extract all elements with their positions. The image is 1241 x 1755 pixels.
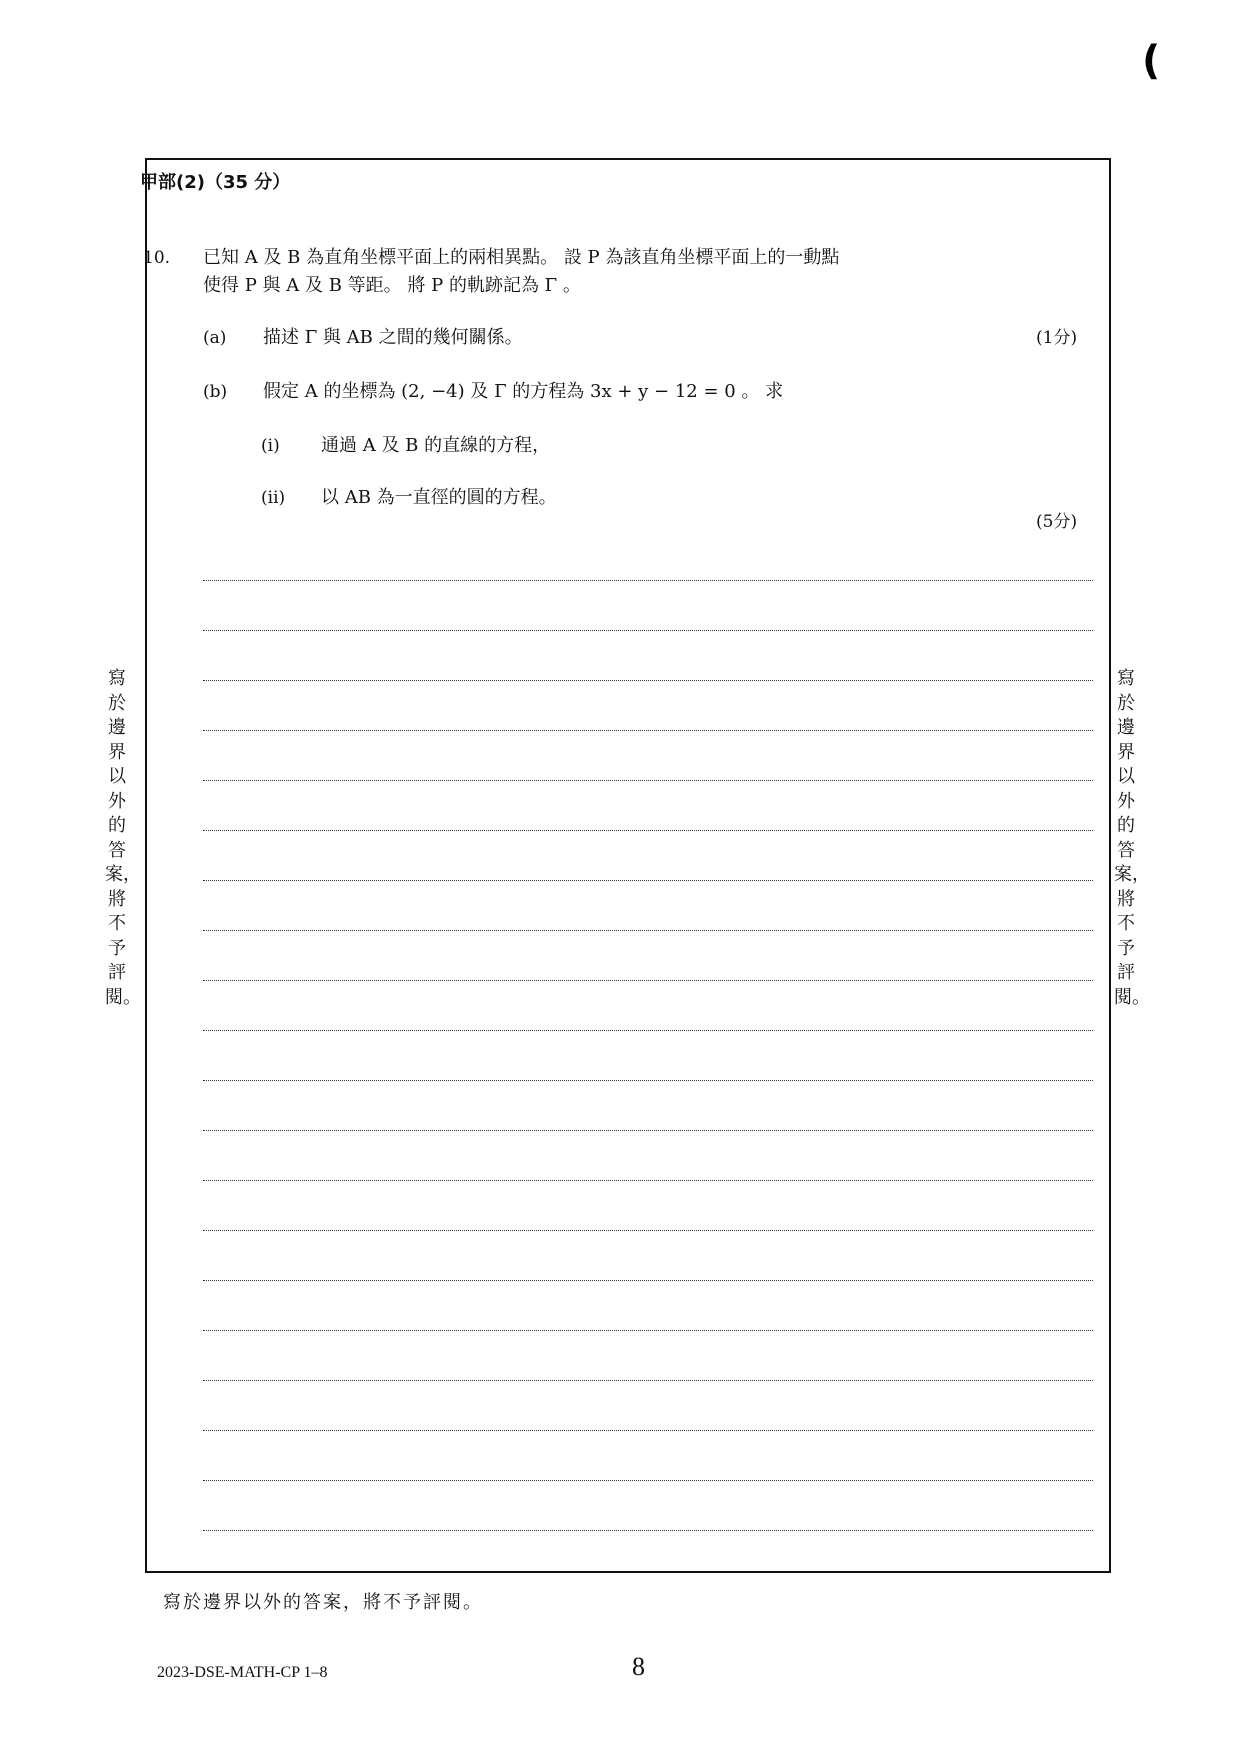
answer-line[interactable] bbox=[203, 1030, 1093, 1031]
page-number: 8 bbox=[632, 1652, 645, 1681]
part-b-ii-text: 以 AB 為一直徑的圓的方程。 bbox=[321, 487, 557, 508]
question-number: 10. bbox=[143, 248, 171, 268]
part-a-marks: (1分) bbox=[1036, 328, 1078, 348]
answer-line[interactable] bbox=[203, 1430, 1093, 1431]
answer-line[interactable] bbox=[203, 680, 1093, 681]
bottom-note: 寫於邊界以外的答案，將不予評閱。 bbox=[163, 1592, 483, 1613]
answer-line[interactable] bbox=[203, 1230, 1093, 1231]
answer-line[interactable] bbox=[203, 1530, 1093, 1531]
side-note-left: 寫於邊界以外的答案，將不予評閱。 bbox=[105, 668, 141, 1008]
part-b-ii-label: (ii) bbox=[261, 488, 286, 508]
part-b-text: 假定 A 的坐標為 (2, −4) 及 Γ 的方程為 3x + y − 12 = 0 。 求 bbox=[263, 381, 784, 402]
answer-line[interactable] bbox=[203, 1380, 1093, 1381]
answer-line[interactable] bbox=[203, 630, 1093, 631]
paper-code: 2023-DSE-MATH-CP 1–8 bbox=[157, 1664, 328, 1681]
answer-line[interactable] bbox=[203, 880, 1093, 881]
part-b-i-text: 通過 A 及 B 的直線的方程， bbox=[321, 435, 551, 456]
answer-line[interactable] bbox=[203, 730, 1093, 731]
part-a-text: 描述 Γ 與 AB 之間的幾何關係。 bbox=[263, 327, 523, 348]
answer-line[interactable] bbox=[203, 980, 1093, 981]
answer-line[interactable] bbox=[203, 1280, 1093, 1281]
section-title: 甲部(2)（35 分） bbox=[140, 172, 291, 193]
part-b-i-label: (i) bbox=[261, 436, 280, 456]
part-a-label: (a) bbox=[203, 328, 227, 348]
answer-line[interactable] bbox=[203, 1480, 1093, 1481]
answer-line[interactable] bbox=[203, 780, 1093, 781]
answer-line[interactable] bbox=[203, 930, 1093, 931]
answer-line[interactable] bbox=[203, 1130, 1093, 1131]
answer-line[interactable] bbox=[203, 580, 1093, 581]
part-b-marks: (5分) bbox=[1036, 512, 1078, 532]
answer-line[interactable] bbox=[203, 1080, 1093, 1081]
part-b-label: (b) bbox=[203, 382, 228, 402]
side-note-right: 寫於邊界以外的答案，將不予評閱。 bbox=[1114, 668, 1150, 1008]
answer-line[interactable] bbox=[203, 830, 1093, 831]
answer-frame bbox=[145, 158, 1111, 1573]
corner-mark: ( bbox=[1142, 38, 1161, 84]
answer-line[interactable] bbox=[203, 1180, 1093, 1181]
answer-line[interactable] bbox=[203, 1330, 1093, 1331]
question-stem-line1: 已知 A 及 B 為直角坐標平面上的兩相異點。 設 P 為該直角坐標平面上的一動點 bbox=[203, 247, 840, 268]
question-stem-line2: 使得 P 與 A 及 B 等距。 將 P 的軌跡記為 Γ 。 bbox=[203, 275, 581, 296]
